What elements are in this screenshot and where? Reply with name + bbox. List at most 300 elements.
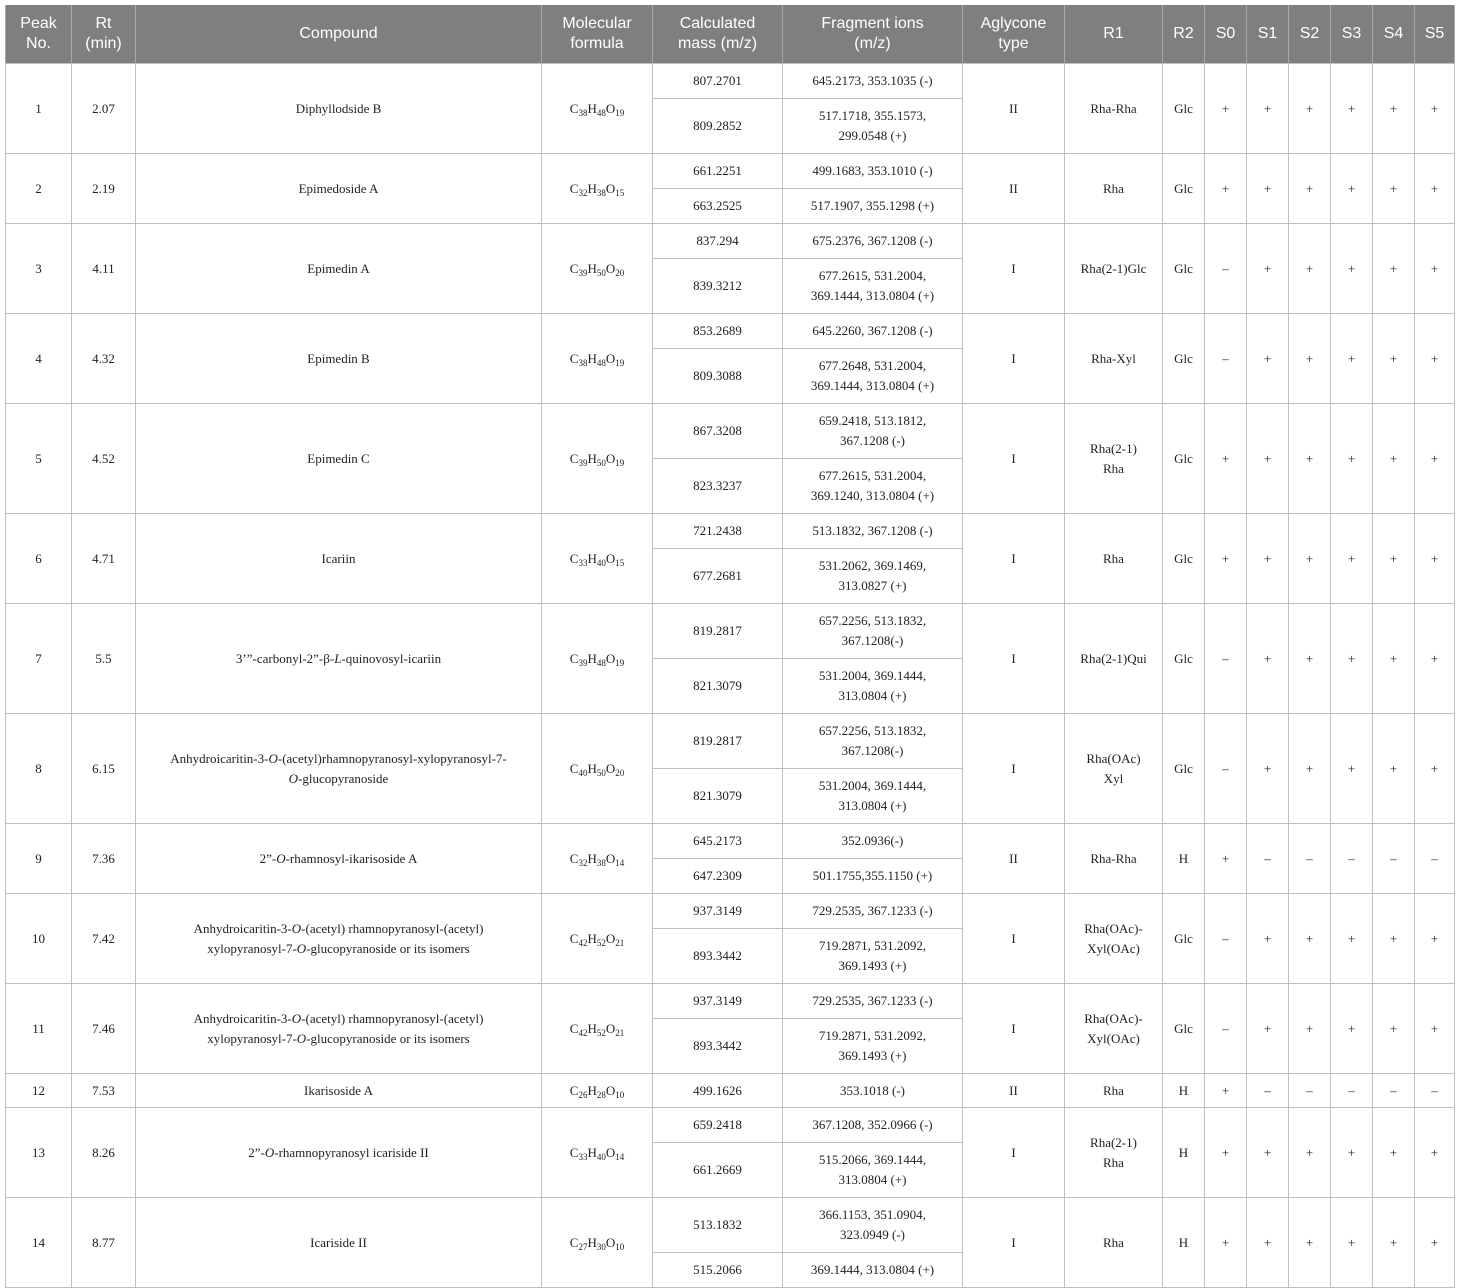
fragment-ions xyxy=(783,459,963,514)
sample-s1-presence: + xyxy=(1247,314,1289,404)
sample-s0-presence: + xyxy=(1205,404,1247,514)
formula-element: O xyxy=(605,350,616,366)
column-header-r2 xyxy=(1163,5,1205,64)
calculated-mass: 837.294 xyxy=(653,224,783,259)
sample-s1-presence: + xyxy=(1247,404,1289,514)
fragment-ions-line: 501.1755,355.1150 (+) xyxy=(812,868,933,883)
table-row xyxy=(6,224,1455,259)
compound-text: Icariside II xyxy=(310,1234,367,1250)
fragment-ions xyxy=(783,314,963,349)
fragment-ions xyxy=(783,714,963,769)
formula-element: H xyxy=(587,180,597,196)
fragment-ions xyxy=(783,929,963,984)
formula-element: C xyxy=(569,100,579,116)
sample-s0-presence: + xyxy=(1205,64,1247,154)
fragment-ions-line: 369.1444, 313.0804 (+) xyxy=(810,1262,935,1277)
fragment-ions-line: 729.2535, 367.1233 (-) xyxy=(812,903,933,918)
sample-s5-presence: + xyxy=(1415,154,1455,224)
formula-count: 52 xyxy=(596,937,606,948)
r2-substituent: H xyxy=(1163,824,1205,894)
sample-s2-presence: + xyxy=(1289,604,1331,714)
sample-s0-presence: – xyxy=(1205,604,1247,714)
fragment-ions xyxy=(783,99,963,154)
sample-s5-presence: + xyxy=(1415,1198,1455,1288)
compound-italic-text: O xyxy=(296,1030,307,1046)
sample-s3-presence: + xyxy=(1331,514,1373,604)
compound-text: -glucopyranoside xyxy=(298,770,389,786)
compound-italic-text: O xyxy=(291,920,302,936)
sample-s4-presence: + xyxy=(1373,1108,1415,1198)
sample-s2-presence: – xyxy=(1289,1074,1331,1108)
column-header-line: Fragment ions xyxy=(821,15,924,32)
sample-s0-presence: + xyxy=(1205,824,1247,894)
fragment-ions xyxy=(783,859,963,894)
sample-s3-presence: + xyxy=(1331,64,1373,154)
formula-count: 20 xyxy=(615,767,625,778)
fragment-ions xyxy=(783,659,963,714)
sample-s2-presence: + xyxy=(1289,894,1331,984)
aglycone-type: I xyxy=(963,984,1065,1074)
formula-count: 14 xyxy=(615,1151,625,1162)
fragment-ions-line: 313.0827 (+) xyxy=(838,578,907,593)
fragment-ions xyxy=(783,404,963,459)
formula-element: C xyxy=(569,650,579,666)
column-header-compound xyxy=(136,5,542,64)
formula-count: 15 xyxy=(615,557,625,568)
calculated-mass: 821.3079 xyxy=(653,769,783,824)
calculated-mass: 819.2817 xyxy=(653,604,783,659)
fragment-ions-line: 729.2535, 367.1233 (-) xyxy=(812,993,933,1008)
compound-text: 2”- xyxy=(248,1144,265,1160)
retention-time: 2.07 xyxy=(72,64,136,154)
formula-count: 27 xyxy=(578,1241,588,1252)
sample-s2-presence: + xyxy=(1289,154,1331,224)
r1-substituent xyxy=(1065,224,1163,314)
sample-s2-presence: + xyxy=(1289,314,1331,404)
formula-count: 33 xyxy=(578,1151,588,1162)
compound-name-line xyxy=(144,1009,533,1029)
sample-s2-presence: + xyxy=(1289,224,1331,314)
fragment-ions xyxy=(783,514,963,549)
fragment-ions-line: 313.0804 (+) xyxy=(838,798,907,813)
compound-name xyxy=(136,714,542,824)
fragment-ions xyxy=(783,259,963,314)
column-header-aglycone xyxy=(963,5,1065,64)
r2-substituent: Glc xyxy=(1163,984,1205,1074)
peak-number: 9 xyxy=(6,824,72,894)
formula-count: 40 xyxy=(578,767,588,778)
compound-text: -(acetyl) rhamnopyranosyl-(acetyl) xyxy=(301,920,484,936)
compound-text: Ikarisoside A xyxy=(304,1082,373,1098)
formula-count: 48 xyxy=(596,107,606,118)
formula-element: O xyxy=(605,180,616,196)
table-row xyxy=(6,984,1455,1019)
formula-element: O xyxy=(605,100,616,116)
column-header-line: Compound xyxy=(299,25,378,42)
column-header-line: S1 xyxy=(1257,25,1278,42)
sample-s0-presence: + xyxy=(1205,1108,1247,1198)
sample-s0-presence: + xyxy=(1205,154,1247,224)
fragment-ions xyxy=(783,64,963,99)
retention-time: 7.42 xyxy=(72,894,136,984)
sample-s5-presence: – xyxy=(1415,1074,1455,1108)
aglycone-type: II xyxy=(963,824,1065,894)
column-header-line: Peak xyxy=(20,15,57,32)
r2-substituent: Glc xyxy=(1163,224,1205,314)
sample-s5-presence: + xyxy=(1415,714,1455,824)
fragment-ions-line: 323.0949 (-) xyxy=(840,1227,905,1242)
formula-count: 15 xyxy=(615,187,625,198)
sample-s3-presence: + xyxy=(1331,224,1373,314)
fragment-ions-line: 517.1907, 355.1298 (+) xyxy=(810,198,935,213)
table-row xyxy=(6,1074,1455,1108)
sample-s2-presence: + xyxy=(1289,514,1331,604)
column-header-s1 xyxy=(1247,5,1289,64)
column-header-line: mass (m/z) xyxy=(677,35,758,52)
fragment-ions-line: 531.2004, 369.1444, xyxy=(818,778,927,793)
r1-line: Rha xyxy=(1103,180,1124,196)
compound-text: Icariin xyxy=(321,550,356,566)
r2-substituent: Glc xyxy=(1163,894,1205,984)
r1-line: Rha xyxy=(1103,1082,1124,1098)
peak-number: 5 xyxy=(6,404,72,514)
compound-name xyxy=(136,404,542,514)
sample-s3-presence: + xyxy=(1331,894,1373,984)
column-header-s0 xyxy=(1205,5,1247,64)
calculated-mass: 513.1832 xyxy=(653,1198,783,1253)
formula-element: H xyxy=(587,1234,597,1250)
r1-line: Xyl xyxy=(1103,770,1124,786)
column-header-line: Rt xyxy=(95,15,112,32)
calculated-mass: 823.3237 xyxy=(653,459,783,514)
fragment-ions xyxy=(783,189,963,224)
compound-italic-text: O xyxy=(276,850,286,866)
compound-italic-text: O xyxy=(264,1144,275,1160)
sample-s5-presence: + xyxy=(1415,224,1455,314)
formula-element: C xyxy=(569,350,579,366)
compound-text: 2”- xyxy=(259,850,277,866)
formula-element: H xyxy=(587,350,597,366)
aglycone-type: I xyxy=(963,314,1065,404)
calculated-mass: 867.3208 xyxy=(653,404,783,459)
column-header-s4 xyxy=(1373,5,1415,64)
formula-count: 38 xyxy=(578,357,588,368)
fragment-ions-line: 369.1444, 313.0804 (+) xyxy=(810,288,935,303)
formula-element: O xyxy=(605,1082,616,1098)
r1-substituent xyxy=(1065,714,1163,824)
compound-text: -(acetyl) rhamnopyranosyl-(acetyl) xyxy=(301,1010,484,1026)
compound-name-line xyxy=(144,449,533,469)
column-header-line: S4 xyxy=(1383,25,1404,42)
compound-italic-text: O xyxy=(268,750,278,766)
fragment-ions-line: 499.1683, 353.1010 (-) xyxy=(812,163,933,178)
calculated-mass: 821.3079 xyxy=(653,659,783,714)
sample-s3-presence: + xyxy=(1331,714,1373,824)
table-row xyxy=(6,824,1455,859)
retention-time: 6.15 xyxy=(72,714,136,824)
formula-count: 20 xyxy=(615,267,625,278)
formula-count: 19 xyxy=(615,457,625,468)
peak-number: 7 xyxy=(6,604,72,714)
calculated-mass: 659.2418 xyxy=(653,1108,783,1143)
compound-name-line xyxy=(144,939,533,959)
fragment-ions-line: 366.1153, 351.0904, xyxy=(819,1207,926,1222)
formula-count: 21 xyxy=(615,1027,625,1038)
column-header-line: S0 xyxy=(1215,25,1236,42)
peak-number: 12 xyxy=(6,1074,72,1108)
fragment-ions-line: 645.2173, 353.1035 (-) xyxy=(812,73,933,88)
column-header-line: formula xyxy=(570,35,624,52)
fragment-ions xyxy=(783,894,963,929)
sample-s1-presence: + xyxy=(1247,514,1289,604)
formula-element: O xyxy=(605,930,616,946)
sample-s3-presence: – xyxy=(1331,824,1373,894)
calculated-mass: 677.2681 xyxy=(653,549,783,604)
formula-element: O xyxy=(605,1144,616,1160)
column-header-line: No. xyxy=(26,35,51,52)
sample-s2-presence: + xyxy=(1289,984,1331,1074)
retention-time: 8.77 xyxy=(72,1198,136,1288)
compound-text: Diphyllodside B xyxy=(295,100,382,116)
calculated-mass: 839.3212 xyxy=(653,259,783,314)
compound-name-line xyxy=(144,849,533,869)
fragment-ions-line: 531.2004, 369.1444, xyxy=(818,668,927,683)
compound-name xyxy=(136,894,542,984)
sample-s3-presence: + xyxy=(1331,1198,1373,1288)
table-row xyxy=(6,714,1455,769)
calculated-mass: 809.3088 xyxy=(653,349,783,404)
molecular-formula xyxy=(542,1108,653,1198)
r1-line: Rha-Rha xyxy=(1090,850,1137,866)
sample-s4-presence: + xyxy=(1373,714,1415,824)
r1-substituent xyxy=(1065,1108,1163,1198)
r1-line: Rha xyxy=(1103,550,1124,566)
sample-s1-presence: – xyxy=(1247,824,1289,894)
fragment-ions xyxy=(783,1074,963,1108)
compound-text: Anhydroicaritin-3- xyxy=(193,1010,292,1026)
molecular-formula xyxy=(542,404,653,514)
calculated-mass: 937.3149 xyxy=(653,894,783,929)
sample-s0-presence: – xyxy=(1205,314,1247,404)
molecular-formula xyxy=(542,984,653,1074)
fragment-ions-line: 367.1208(-) xyxy=(841,743,904,758)
compound-text: 3’”-carbonyl-2”-β- xyxy=(235,650,335,666)
retention-time: 8.26 xyxy=(72,1108,136,1198)
sample-s3-presence: + xyxy=(1331,404,1373,514)
r1-line: Rha(OAc)- xyxy=(1084,1010,1143,1026)
formula-element: O xyxy=(605,450,616,466)
compound-name xyxy=(136,1074,542,1108)
table-row xyxy=(6,1198,1455,1253)
sample-s4-presence: + xyxy=(1373,514,1415,604)
fragment-ions-line: 657.2256, 513.1832, xyxy=(818,723,927,738)
column-header-fragments xyxy=(783,5,963,64)
fragment-ions xyxy=(783,1108,963,1143)
formula-count: 52 xyxy=(596,1027,606,1038)
sample-s4-presence: + xyxy=(1373,224,1415,314)
formula-element: C xyxy=(569,450,579,466)
formula-element: H xyxy=(587,650,597,666)
compound-text: Epimedin C xyxy=(307,450,370,466)
formula-count: 42 xyxy=(578,937,588,948)
fragment-ions-line: 531.2062, 369.1469, xyxy=(818,558,927,573)
sample-s4-presence: – xyxy=(1373,824,1415,894)
retention-time: 4.52 xyxy=(72,404,136,514)
fragment-ions-line: 353.1018 (-) xyxy=(840,1082,905,1098)
molecular-formula xyxy=(542,604,653,714)
formula-element: C xyxy=(569,180,579,196)
fragment-ions xyxy=(783,1253,963,1288)
table-body xyxy=(6,64,1455,1288)
fragment-ions-line: 367.1208, 352.0966 (-) xyxy=(812,1117,933,1132)
fragment-ions-line: 517.1718, 355.1573, xyxy=(818,108,927,123)
fragment-ions-line: 369.1240, 313.0804 (+) xyxy=(810,488,935,503)
formula-element: C xyxy=(569,930,579,946)
fragment-ions-line: 367.1208(-) xyxy=(841,633,904,648)
formula-element: C xyxy=(569,1234,579,1250)
fragment-ions xyxy=(783,224,963,259)
fragment-ions-line: 352.0936(-) xyxy=(841,833,904,848)
compound-name-line xyxy=(144,919,533,939)
compound-text: Epimedoside A xyxy=(298,180,379,196)
formula-element: H xyxy=(587,100,597,116)
r1-line: Rha xyxy=(1103,1154,1124,1170)
fragment-ions-line: 677.2648, 531.2004, xyxy=(818,358,927,373)
retention-time: 4.32 xyxy=(72,314,136,404)
compound-name xyxy=(136,154,542,224)
formula-element: H xyxy=(587,550,597,566)
fragment-ions xyxy=(783,1019,963,1074)
r1-substituent xyxy=(1065,984,1163,1074)
r1-substituent xyxy=(1065,154,1163,224)
sample-s2-presence: + xyxy=(1289,404,1331,514)
column-header-line: R2 xyxy=(1173,25,1194,42)
fragment-ions xyxy=(783,984,963,1019)
sample-s4-presence: + xyxy=(1373,64,1415,154)
formula-count: 48 xyxy=(596,657,606,668)
table-row xyxy=(6,894,1455,929)
fragment-ions-line: 659.2418, 513.1812, xyxy=(818,413,927,428)
sample-s0-presence: + xyxy=(1205,1198,1247,1288)
sample-s2-presence: + xyxy=(1289,1108,1331,1198)
formula-count: 38 xyxy=(596,857,606,868)
sample-s1-presence: – xyxy=(1247,1074,1289,1108)
compound-text: -glucopyranoside or its isomers xyxy=(306,1030,470,1046)
column-header-rt xyxy=(72,5,136,64)
compound-text: -glucopyranoside or its isomers xyxy=(306,940,470,956)
compound-name-line xyxy=(144,1029,533,1049)
table-row xyxy=(6,514,1455,549)
r1-line: Rha xyxy=(1103,1234,1124,1250)
sample-s0-presence: + xyxy=(1205,1074,1247,1108)
column-header-r1 xyxy=(1065,5,1163,64)
sample-s5-presence: + xyxy=(1415,514,1455,604)
compound-name-line xyxy=(144,769,533,789)
r1-line: Rha(OAc)- xyxy=(1084,920,1143,936)
retention-time: 7.53 xyxy=(72,1074,136,1108)
sample-s1-presence: + xyxy=(1247,1108,1289,1198)
r2-substituent: Glc xyxy=(1163,64,1205,154)
column-header-line: Molecular xyxy=(562,15,632,32)
fragment-ions-line: 677.2615, 531.2004, xyxy=(818,268,927,283)
r2-substituent: H xyxy=(1163,1198,1205,1288)
formula-element: H xyxy=(587,1020,597,1036)
formula-count: 19 xyxy=(615,357,625,368)
sample-s5-presence: – xyxy=(1415,824,1455,894)
column-header-line: S2 xyxy=(1299,25,1320,42)
sample-s4-presence: + xyxy=(1373,1198,1415,1288)
r1-line: Rha(2-1) xyxy=(1090,440,1137,456)
fragment-ions-line: 515.2066, 369.1444, xyxy=(818,1152,927,1167)
aglycone-type: I xyxy=(963,514,1065,604)
peak-number: 8 xyxy=(6,714,72,824)
aglycone-type: II xyxy=(963,1074,1065,1108)
formula-count: 28 xyxy=(596,1089,606,1100)
fragment-ions-line: 369.1493 (+) xyxy=(838,958,907,973)
formula-count: 50 xyxy=(596,767,606,778)
formula-element: C xyxy=(569,260,579,276)
formula-count: 32 xyxy=(578,857,588,868)
r1-substituent xyxy=(1065,1198,1163,1288)
table-header-row xyxy=(6,5,1455,64)
r1-line: Rha(2-1)Glc xyxy=(1080,260,1147,276)
fragment-ions-line: 677.2615, 531.2004, xyxy=(818,468,927,483)
sample-s4-presence: + xyxy=(1373,984,1415,1074)
compound-text: -(acetyl)rhamnopyranosyl-xylopyranosyl-7- xyxy=(277,750,507,766)
calculated-mass: 661.2251 xyxy=(653,154,783,189)
fragment-ions xyxy=(783,154,963,189)
formula-element: C xyxy=(569,1020,579,1036)
fragment-ions-line: 369.1493 (+) xyxy=(838,1048,907,1063)
formula-element: C xyxy=(569,850,579,866)
formula-count: 21 xyxy=(615,937,625,948)
formula-count: 50 xyxy=(596,457,606,468)
peak-number: 11 xyxy=(6,984,72,1074)
formula-count: 10 xyxy=(615,1241,625,1252)
fragment-ions-line: 313.0804 (+) xyxy=(838,1172,907,1187)
retention-time: 2.19 xyxy=(72,154,136,224)
compound-name-line xyxy=(144,649,533,669)
sample-s0-presence: – xyxy=(1205,224,1247,314)
aglycone-type: II xyxy=(963,64,1065,154)
r1-substituent xyxy=(1065,824,1163,894)
formula-element: O xyxy=(605,260,616,276)
fragment-ions xyxy=(783,604,963,659)
r1-substituent xyxy=(1065,64,1163,154)
formula-count: 32 xyxy=(578,187,588,198)
fragment-ions xyxy=(783,1198,963,1253)
aglycone-type: I xyxy=(963,224,1065,314)
compound-name-line xyxy=(144,549,533,569)
fragment-ions-line: 645.2260, 367.1208 (-) xyxy=(812,323,933,338)
table-row xyxy=(6,64,1455,99)
molecular-formula xyxy=(542,824,653,894)
r1-substituent xyxy=(1065,404,1163,514)
formula-count: 40 xyxy=(596,1151,606,1162)
fragment-ions xyxy=(783,349,963,404)
r1-substituent xyxy=(1065,1074,1163,1108)
retention-time: 7.36 xyxy=(72,824,136,894)
compound-name-line xyxy=(144,1081,533,1101)
column-header-mass xyxy=(653,5,783,64)
calculated-mass: 893.3442 xyxy=(653,929,783,984)
compound-italic-text: O xyxy=(291,1010,302,1026)
column-header-line: Aglycone xyxy=(980,15,1047,32)
fragment-ions xyxy=(783,549,963,604)
table-row xyxy=(6,404,1455,459)
fragment-ions xyxy=(783,1143,963,1198)
formula-count: 38 xyxy=(596,187,606,198)
